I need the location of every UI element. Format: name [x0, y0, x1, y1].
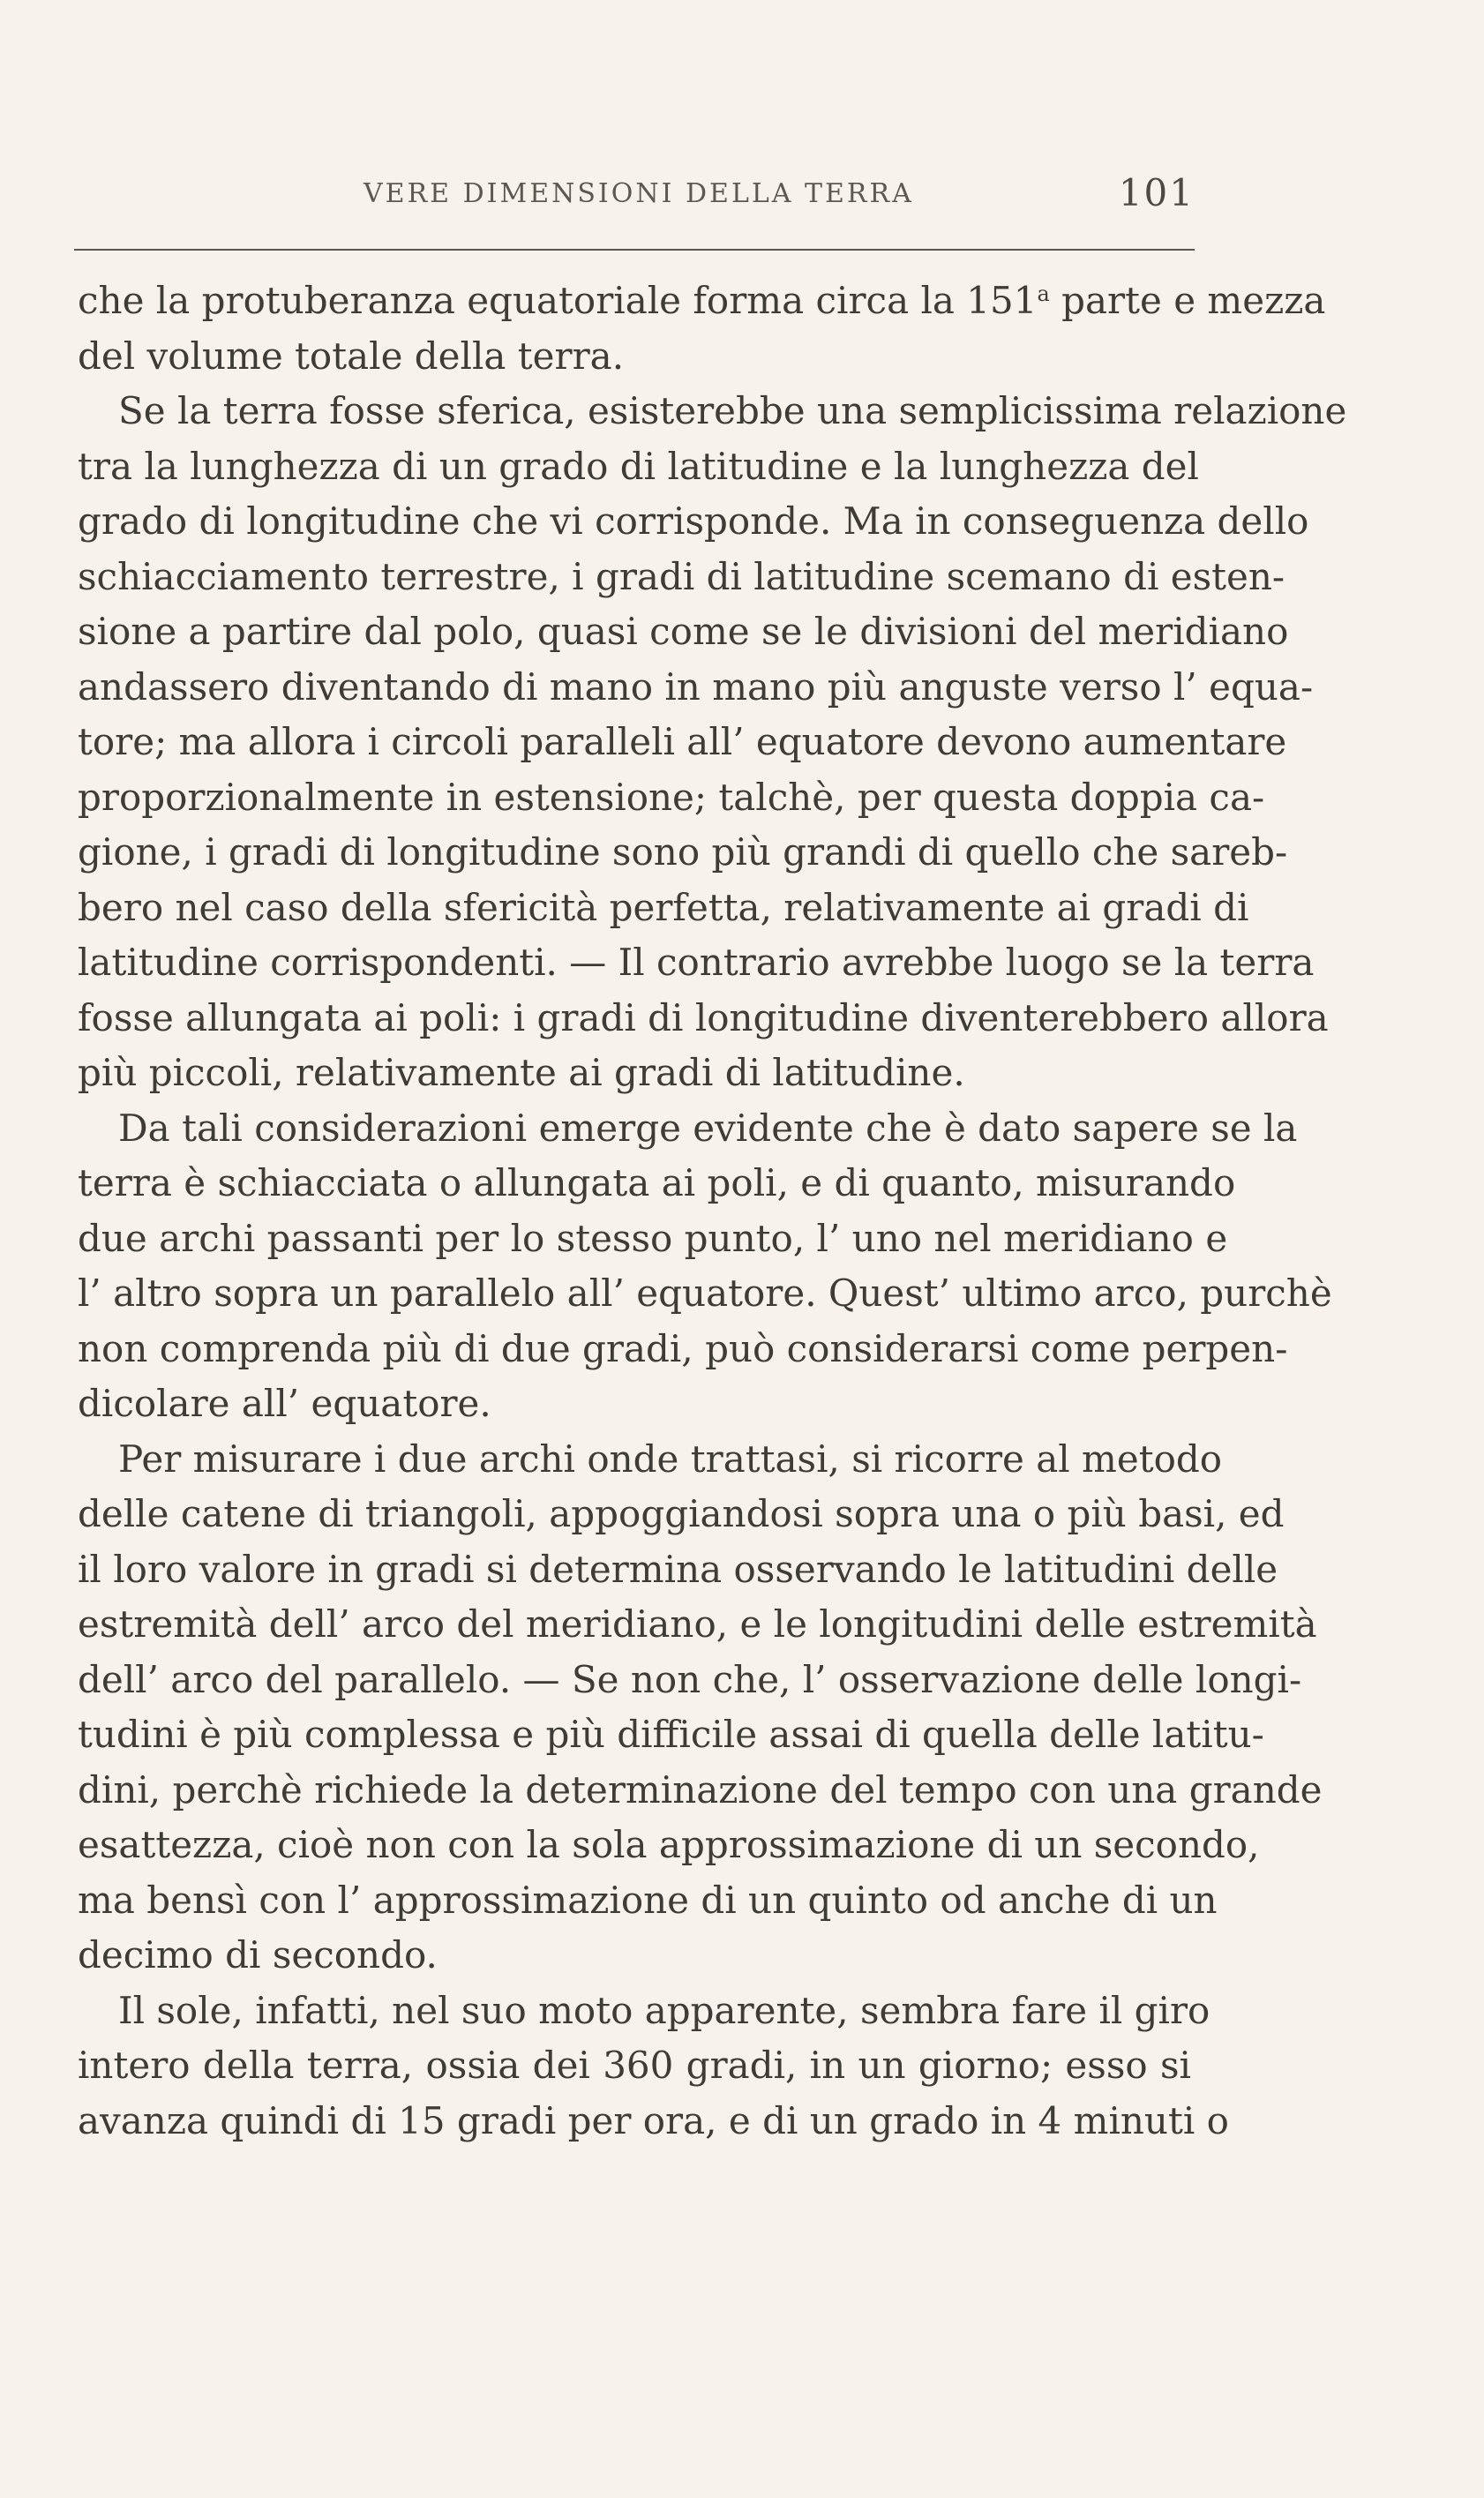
text-line	[78, 935, 1315, 991]
text-line-content: tra la lunghezza di un grado di latitudine e la lunghezza del	[78, 444, 1199, 488]
text-line-content: bero nel caso della sfericità perfetta, relativamente ai gradi di	[78, 885, 1249, 929]
text-line	[78, 1322, 1288, 1377]
text-line	[78, 1928, 1191, 1984]
text-line	[78, 770, 1265, 826]
text-line-content: tore; ma allora i circoli paralleli all’ equatore devono aumentare	[78, 720, 1287, 763]
text-line-continuation: parte e mezza	[1049, 279, 1326, 322]
text-line	[78, 550, 1285, 605]
text-line	[78, 1156, 1236, 1211]
text-line	[78, 660, 1314, 716]
text-line-content: gione, i gradi di longitudine sono più grandi di quello che sareb-	[78, 830, 1288, 874]
header-rule	[74, 249, 1195, 251]
text-line	[78, 1597, 1317, 1653]
text-line	[78, 384, 1347, 439]
text-line	[78, 1984, 1210, 2039]
text-line	[78, 1266, 1332, 1322]
text-line	[78, 1763, 1323, 1819]
text-line	[78, 1432, 1223, 1488]
text-line-content: due archi passanti per lo stesso punto, l’ uno nel meridiano e	[78, 1216, 1228, 1260]
text-line	[78, 1487, 1285, 1542]
text-line-content: non comprenda più di due gradi, può considerarsi come perpen-	[78, 1326, 1288, 1370]
text-line-content: estremità dell’ arco del meridiano, e le longitudini delle estremità	[78, 1602, 1317, 1646]
text-line	[78, 2094, 1229, 2149]
text-line-content: tudini è più complessa e più difficile assai di quella delle latitu-	[78, 1713, 1264, 1756]
text-line-content: Il sole, infatti, nel suo moto apparente, sembra fare il giro	[118, 1988, 1210, 2032]
text-line-content: più piccoli, relativamente ai gradi di latitudine.	[78, 1051, 965, 1094]
ordinal-superscript: a	[1037, 281, 1050, 306]
text-line	[78, 1818, 1260, 1873]
page-number: 101	[1118, 171, 1195, 214]
text-line-content: dicolare all’ equatore.	[78, 1382, 491, 1425]
text-line-content: l’ altro sopra un parallelo all’ equatore. Quest’ ultimo arco, purchè	[78, 1272, 1332, 1315]
text-line-content: latitudine corrispondenti. — Il contrario avrebbe luogo se la terra	[78, 941, 1315, 984]
text-line	[78, 1873, 1218, 1929]
text-line-content: schiacciamento terrestre, i gradi di latitudine scemano di esten-	[78, 554, 1285, 598]
text-line-content: dell’ arco del parallelo. — Se non che, l’ osservazione delle longi-	[78, 1657, 1302, 1701]
text-line	[78, 1653, 1302, 1708]
text-line	[78, 604, 1289, 660]
text-line	[78, 881, 1249, 936]
text-line-content: proporzionalmente in estensione; talchè, per questa doppia ca-	[78, 775, 1265, 819]
text-line-content: che la protuberanza equatoriale forma circa la 151	[78, 279, 1038, 322]
text-line	[78, 1101, 1298, 1157]
text-line-content: fosse allungata ai poli: i gradi di longitudine diventerebbero allora	[78, 995, 1329, 1039]
text-line	[78, 991, 1329, 1046]
text-line-content: andassero diventando di mano in mano più anguste verso l’ equa-	[78, 664, 1314, 709]
text-line-content: Per misurare i due archi onde trattasi, si ricorre al metodo	[118, 1437, 1223, 1481]
text-line-content: ma bensì con l’ approssimazione di un quinto od anche di un	[78, 1878, 1218, 1922]
page-header	[74, 173, 1195, 226]
text-line	[78, 1377, 1191, 1432]
text-line	[78, 2038, 1191, 2094]
text-line	[78, 825, 1288, 881]
body-text	[78, 274, 1347, 2149]
text-line	[78, 1046, 1191, 1101]
text-line-content: del volume totale della terra.	[78, 334, 625, 378]
text-line-content: il loro valore in gradi si determina osservando le latitudini delle	[78, 1547, 1278, 1591]
text-line-content: delle catene di triangoli, appoggiandosi sopra una o più basi, ed	[78, 1492, 1285, 1535]
text-line-content: grado di longitudine che vi corrisponde. Ma in conseguenza dello	[78, 499, 1309, 543]
text-line	[78, 494, 1309, 550]
text-line	[78, 715, 1287, 770]
text-line	[78, 439, 1199, 495]
text-line-content: intero della terra, ossia dei 360 gradi, in un giorno; esso si	[78, 2044, 1191, 2087]
text-line-content: esattezza, cioè non con la sola approssimazione di un secondo,	[78, 1823, 1260, 1866]
text-line-content: sione a partire dal polo, quasi come se le divisioni del meridiano	[78, 610, 1289, 653]
text-line	[78, 274, 1326, 329]
text-line-content: decimo di secondo.	[78, 1933, 438, 1977]
text-line-content: Se la terra fosse sferica, esisterebbe una semplicissima relazione	[118, 389, 1347, 432]
running-title: VERE DIMENSIONI DELLA TERRA	[364, 178, 914, 209]
text-line-content: avanza quindi di 15 gradi per ora, e di un grado in 4 minuti o	[78, 2098, 1229, 2142]
text-line-content: dini, perchè richiede la determinazione del tempo con una grande	[78, 1767, 1323, 1812]
text-line	[78, 1707, 1264, 1763]
text-line	[78, 329, 1191, 385]
text-line-content: Da tali considerazioni emerge evidente che è dato sapere se la	[118, 1106, 1298, 1150]
text-line-content: terra è schiacciata o allungata ai poli, e di quanto, misurando	[78, 1161, 1236, 1204]
text-line	[78, 1542, 1278, 1598]
text-line	[78, 1211, 1228, 1267]
